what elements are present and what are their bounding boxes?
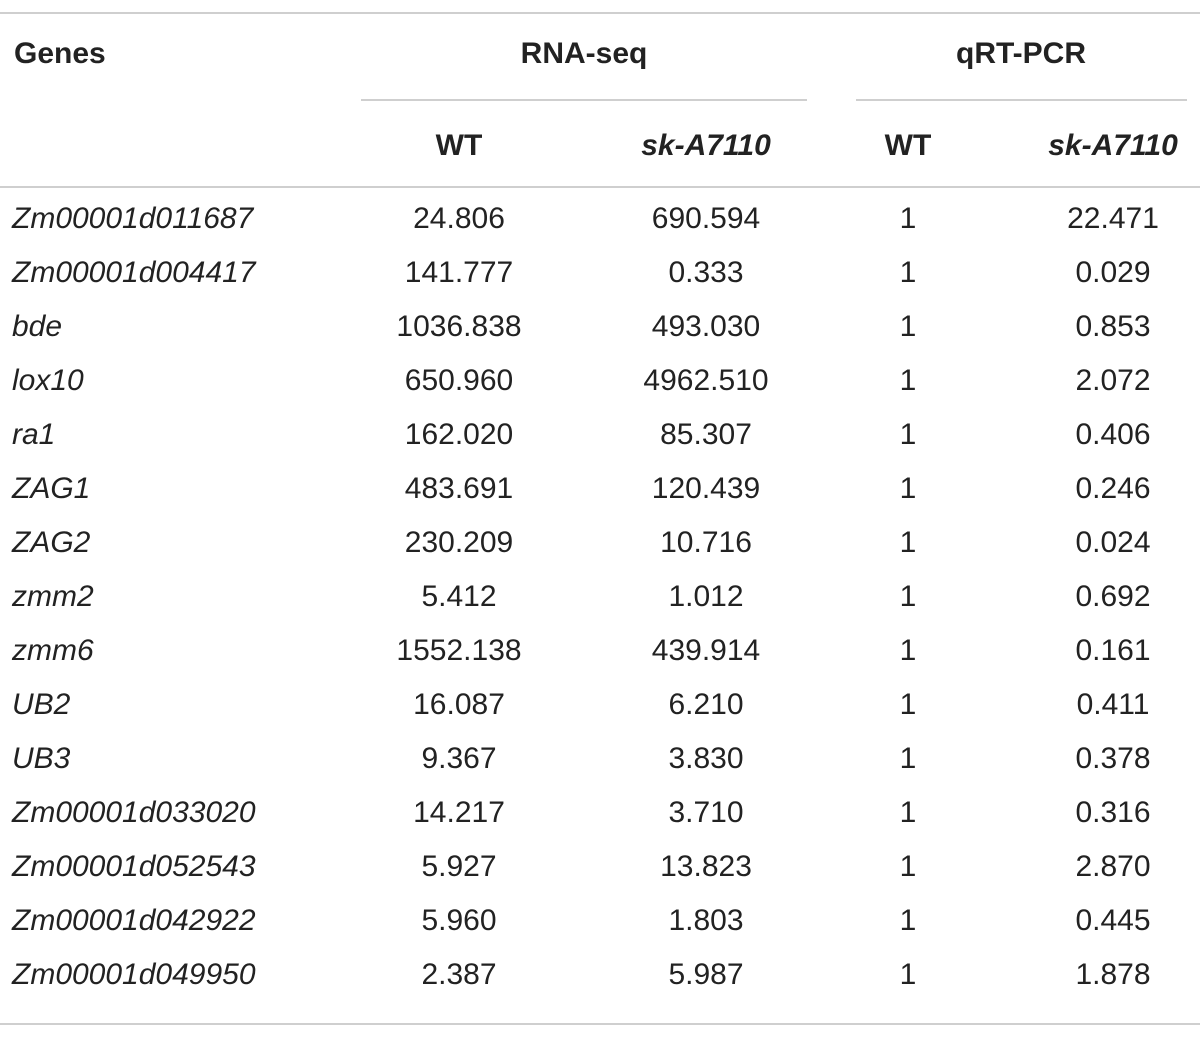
qpcr-wt-value-cell: 1 [899,526,917,559]
rna-wt-value-cell: 141.777 [404,256,514,289]
qpcr-mutant-value-cell: 1.878 [1075,958,1151,991]
qpcr-wt-value-cell: 1 [899,904,917,937]
qpcr-wt-value-cell: 1 [899,472,917,505]
qpcr-mutant-value-cell: 0.692 [1075,580,1151,613]
rna-wt-value-cell: 14.217 [413,796,505,829]
gene-name-cell: Zm00001d042922 [12,904,256,937]
rna-seq-group-rule [361,99,807,101]
qpcr-wt-value-cell: 1 [899,418,917,451]
rna-wt-value-cell: 24.806 [413,202,505,235]
qpcr-wt-value-cell: 1 [899,850,917,883]
gene-name-cell: zmm2 [12,580,94,613]
qpcr-mutant-value-cell: 0.024 [1075,526,1151,559]
qpcr-wt-value-cell: 1 [899,364,917,397]
table-row [0,624,1200,678]
qpcr-mutant-value-cell: 0.029 [1075,256,1151,289]
qpcr-mutant-value-cell: 0.411 [1076,688,1150,721]
rna-wt-value-cell: 483.691 [404,472,514,505]
table-row [0,354,1200,408]
gene-name-cell: zmm6 [12,634,94,667]
header-qrt-pcr: qRT-PCR [956,37,1086,70]
gene-name-cell: Zm00001d033020 [12,796,256,829]
gene-name-cell: Zm00001d052543 [12,850,256,883]
gene-name-cell: ZAG2 [12,526,91,559]
gene-name-cell: ra1 [12,418,56,451]
table-row [0,948,1200,1002]
gene-name-cell: ZAG1 [12,472,91,505]
qpcr-mutant-value-cell: 0.406 [1075,418,1151,451]
qpcr-wt-value-cell: 1 [899,958,917,991]
rna-mutant-value-cell: 493.030 [651,310,761,343]
header-rna-mutant: sk-A7110 [641,129,771,162]
qpcr-wt-value-cell: 1 [899,796,917,829]
gene-name-cell: lox10 [12,364,84,397]
rna-wt-value-cell: 5.927 [421,850,497,883]
rna-wt-value-cell: 2.387 [421,958,497,991]
rna-mutant-value-cell: 690.594 [651,202,761,235]
rna-mutant-value-cell: 10.716 [660,526,752,559]
rna-mutant-value-cell: 4962.510 [643,364,769,397]
rna-wt-value-cell: 162.020 [404,418,514,451]
table-row [0,894,1200,948]
qpcr-wt-value-cell: 1 [899,202,917,235]
header-bottom-rule [0,186,1200,188]
table-row [0,732,1200,786]
qpcr-wt-value-cell: 1 [899,742,917,775]
rna-mutant-value-cell: 5.987 [668,958,744,991]
rna-mutant-value-cell: 3.830 [668,742,744,775]
rna-wt-value-cell: 230.209 [404,526,514,559]
qpcr-mutant-value-cell: 22.471 [1067,202,1159,235]
header-genes: Genes [14,37,106,70]
table-row [0,840,1200,894]
table-top-rule [0,12,1200,14]
rna-mutant-value-cell: 13.823 [660,850,752,883]
table-row [0,570,1200,624]
rna-mutant-value-cell: 85.307 [660,418,752,451]
qpcr-mutant-value-cell: 0.161 [1075,634,1151,667]
qpcr-mutant-value-cell: 0.316 [1075,796,1151,829]
header-qrt-mutant: sk-A7110 [1048,129,1178,162]
gene-name-cell: bde [12,310,63,343]
qpcr-wt-value-cell: 1 [899,580,917,613]
rna-mutant-value-cell: 439.914 [651,634,761,667]
qrt-pcr-group-rule [856,99,1187,101]
table-row [0,678,1200,732]
rna-mutant-value-cell: 3.710 [668,796,744,829]
rna-mutant-value-cell: 0.333 [668,256,744,289]
table-row [0,516,1200,570]
table-row [0,462,1200,516]
qpcr-wt-value-cell: 1 [899,256,917,289]
qpcr-mutant-value-cell: 0.445 [1075,904,1151,937]
rna-mutant-value-cell: 1.012 [668,580,744,613]
gene-name-cell: Zm00001d004417 [12,256,256,289]
header-qrt-wt: WT [884,129,932,162]
rna-mutant-value-cell: 120.439 [651,472,761,505]
gene-name-cell: Zm00001d049950 [12,958,256,991]
rna-mutant-value-cell: 1.803 [668,904,744,937]
qpcr-mutant-value-cell: 0.853 [1075,310,1151,343]
rna-mutant-value-cell: 6.210 [668,688,744,721]
qpcr-wt-value-cell: 1 [899,310,917,343]
qpcr-wt-value-cell: 1 [899,688,917,721]
rna-wt-value-cell: 5.412 [421,580,497,613]
qpcr-mutant-value-cell: 0.378 [1075,742,1151,775]
qpcr-mutant-value-cell: 2.870 [1075,850,1151,883]
table-row [0,300,1200,354]
table-row [0,192,1200,246]
table-bottom-rule [0,1023,1200,1025]
qpcr-mutant-value-cell: 0.246 [1075,472,1151,505]
header-rna-wt: WT [435,129,483,162]
gene-name-cell: Zm00001d011687 [12,202,254,235]
rna-wt-value-cell: 1552.138 [396,634,522,667]
qpcr-wt-value-cell: 1 [899,634,917,667]
table-row [0,408,1200,462]
gene-name-cell: UB2 [12,688,71,721]
rna-wt-value-cell: 1036.838 [396,310,522,343]
rna-wt-value-cell: 5.960 [421,904,497,937]
rna-wt-value-cell: 9.367 [421,742,497,775]
rna-wt-value-cell: 16.087 [413,688,505,721]
table-row [0,246,1200,300]
gene-name-cell: UB3 [12,742,71,775]
header-rna-seq: RNA-seq [520,37,648,70]
rna-wt-value-cell: 650.960 [404,364,514,397]
table-row [0,786,1200,840]
qpcr-mutant-value-cell: 2.072 [1075,364,1151,397]
